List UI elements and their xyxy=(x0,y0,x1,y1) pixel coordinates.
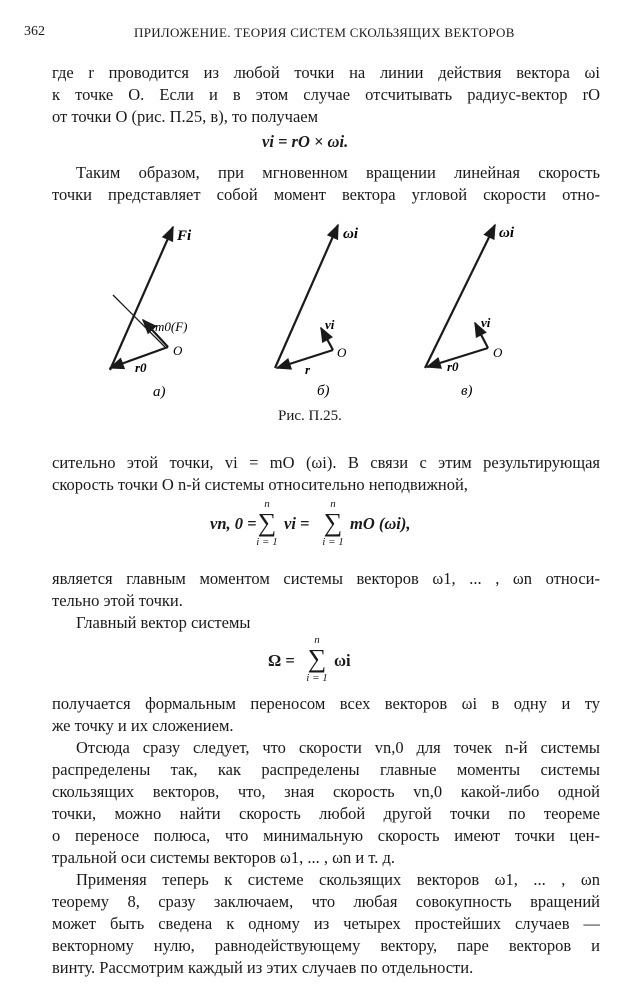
text-line: скользящих векторов, что, зная скорость vn,0 какой-либо одной xyxy=(52,782,600,801)
formula-term: mO (ωi), xyxy=(350,514,411,533)
text-line: векторному нулю, равнодействующему вектору, паре векторов и xyxy=(52,936,600,955)
text-line: получается формальным переносом всех векторов ωi в одну и ту xyxy=(52,694,600,713)
figure-p25 xyxy=(95,215,555,415)
page-header xyxy=(24,24,600,44)
panel-label-a: а) xyxy=(153,384,166,400)
paragraph-5 xyxy=(52,693,600,737)
formula-lhs: vn, 0 = xyxy=(210,514,257,533)
text-line: же точку и их сложением. xyxy=(52,716,234,735)
formula-term: ωi xyxy=(334,651,351,670)
sum-lower: i = 1 xyxy=(306,672,328,684)
text-line: является главным моментом системы векторов ω1, ... , ωn относи- xyxy=(52,569,600,588)
text-line: тельно этой точки. xyxy=(52,591,183,610)
text-line: винту. Рассмотрим каждый из этих случаев по отдельности. xyxy=(52,958,474,977)
label-omega: ωi xyxy=(343,226,359,242)
text-line: о переносе полюса, что минимальную скорость имеют точки цен- xyxy=(52,826,600,845)
label-moment: m0(F) xyxy=(155,319,188,334)
text-line: скорость точки O n-й системы относительно неподвижной, xyxy=(52,475,468,494)
sum-sign xyxy=(322,498,344,548)
text-line: Таким образом, при мгновенном вращении линейная скорость xyxy=(76,163,600,182)
paragraph-1 xyxy=(52,62,600,128)
text-line: к точке O. Если и в этом случае отсчитывать радиус-вектор rO xyxy=(52,85,600,104)
text-line: от точки O (рис. П.25, в), то получаем xyxy=(52,107,319,126)
label-point: O xyxy=(493,345,503,360)
sum-upper: n xyxy=(314,634,320,646)
omega-vector-arrow xyxy=(425,225,495,368)
text-line: точки представляет собой момент вектора угловой скорости отно- xyxy=(52,185,600,204)
running-title: ПРИЛОЖЕНИЕ. ТЕОРИЯ СИСТЕМ СКОЛЬЗЯЩИХ ВЕКТОРОВ xyxy=(134,25,515,40)
text-line: точки, можно найти скорость любой другой точки по теореме xyxy=(52,804,600,823)
label-velocity: vi xyxy=(481,315,491,330)
label-radius: r0 xyxy=(135,360,147,375)
label-omega: ωi xyxy=(499,225,515,241)
panel-label-b: б) xyxy=(317,383,330,399)
sum-sign xyxy=(306,634,328,684)
sum-upper: n xyxy=(264,498,270,510)
text-line: теорему 8, сразу заключаем, что любая совокупность вращений xyxy=(52,892,600,911)
sigma-icon: ∑ xyxy=(323,508,343,537)
paragraph-6 xyxy=(52,737,600,869)
text-line: сительно этой точки, vi = mO (ωi). В связи с этим результирующая xyxy=(52,453,600,472)
text-line: Применяя теперь к системе скользящих векторов ω1, ... , ωn xyxy=(76,870,600,889)
formula-lhs: Ω = xyxy=(268,651,295,670)
sigma-icon: ∑ xyxy=(257,508,277,537)
paragraph-2 xyxy=(52,162,600,206)
formula-term: vi = xyxy=(284,514,310,533)
text-line: тральной оси системы векторов ω1, ... , ωn и т. д. xyxy=(52,848,396,867)
page-number: 362 xyxy=(24,24,45,39)
text-line: распределены так, как распределены главные моменты системы xyxy=(52,760,600,779)
text-line: Отсюда сразу следует, что скорости vn,0 для точек n-й системы xyxy=(76,738,600,757)
label-point: O xyxy=(337,345,347,360)
figure-panel-c xyxy=(425,225,495,368)
text-line: может быть сведена к одному из четырех простейших случаев — xyxy=(52,914,600,933)
label-velocity: vi xyxy=(325,317,335,332)
text-line: Главный вектор системы xyxy=(76,613,251,632)
label-radius: r0 xyxy=(447,359,459,374)
figure-caption: Рис. П.25. xyxy=(278,408,342,424)
sum-lower: i = 1 xyxy=(322,536,344,548)
paragraph-4 xyxy=(52,568,600,634)
label-force: Fi xyxy=(177,228,192,244)
sum-sign xyxy=(256,498,278,548)
label-radius: r xyxy=(305,362,311,377)
sigma-icon: ∑ xyxy=(307,644,327,673)
label-point: O xyxy=(173,343,183,358)
sum-upper: n xyxy=(330,498,336,510)
sum-lower: i = 1 xyxy=(256,536,278,548)
paragraph-7 xyxy=(52,869,600,979)
text-line: где r проводится из любой точки на линии действия вектора ωi xyxy=(52,63,600,82)
figure-panel-a xyxy=(110,227,173,370)
figure-panel-b xyxy=(275,225,338,368)
paragraph-3 xyxy=(52,452,600,496)
omega-vector-arrow xyxy=(275,225,338,368)
panel-label-c: в) xyxy=(461,383,473,399)
formula-velocity-cross: vi = rO × ωi. xyxy=(262,132,349,151)
